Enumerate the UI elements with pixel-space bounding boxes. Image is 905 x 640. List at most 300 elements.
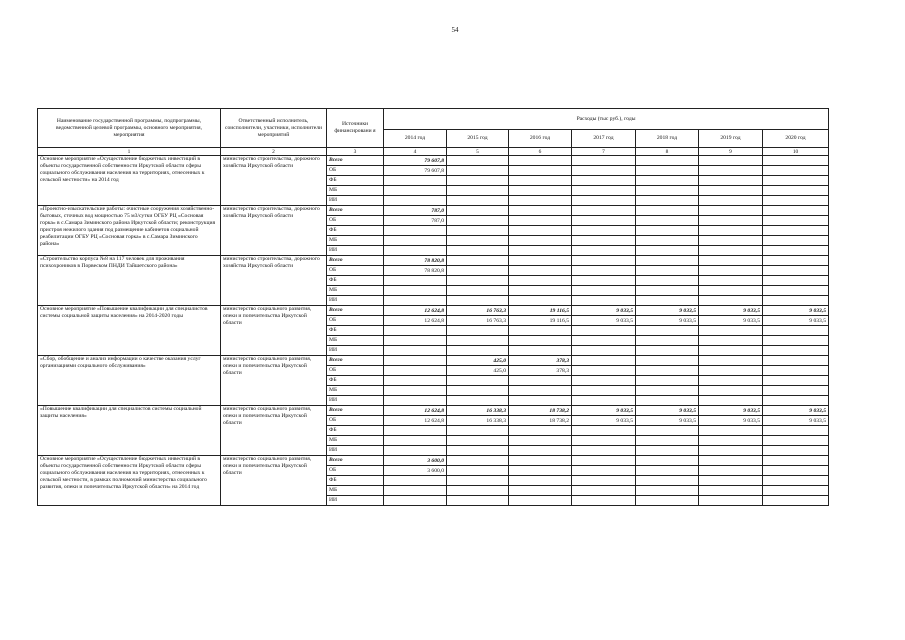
amount-cell [447,216,509,226]
amount-cell [384,176,447,186]
amount-cell [509,236,572,246]
executor-cell: министерство социального развития, опеки и попечительства Иркутской области [221,456,327,506]
amount-cell [572,436,636,446]
amount-cell [699,376,763,386]
amount-cell [699,486,763,496]
amount-cell [384,276,447,286]
amount-cell [763,236,829,246]
amount-cell [384,246,447,256]
amount-cell [636,236,699,246]
amount-cell [447,276,509,286]
activity-description: Основное мероприятие «Осуществление бюджетных инвестиций в объекты государственной собственности Иркутской области сферы социального обслуживания населения на территориях, отнесенных к сельской местности, в рамках полномочий министерства социального развития, опеки и попечительства Иркутской области» на 2014 год [38,456,221,506]
amount-cell [699,446,763,456]
amount-cell [509,476,572,486]
page-number: 54 [451,26,459,34]
amount-cell [509,246,572,256]
amount-cell [509,226,572,236]
amount-cell [509,326,572,336]
amount-cell [447,186,509,196]
amount-cell [447,166,509,176]
amount-cell [447,196,509,206]
amount-cell [572,256,636,266]
funding-source: ФБ [327,426,384,436]
funding-source: МБ [327,286,384,296]
amount-cell [384,486,447,496]
amount-cell [384,386,447,396]
amount-cell [572,206,636,216]
amount-cell [447,456,509,466]
funding-source: ИИ [327,446,384,456]
amount-cell [572,426,636,436]
amount-cell [447,486,509,496]
amount-cell [509,256,572,266]
amount-cell [636,246,699,256]
amount-cell [509,166,572,176]
amount-cell [699,436,763,446]
amount-cell: 9 033,5 [699,316,763,326]
amount-cell [636,476,699,486]
amount-cell: 378,3 [509,366,572,376]
amount-cell [763,216,829,226]
amount-cell [572,176,636,186]
amount-cell [572,196,636,206]
amount-cell: 9 033,5 [699,306,763,316]
amount-cell [572,266,636,276]
table-row [38,306,829,316]
amount-cell [763,376,829,386]
amount-cell [384,436,447,446]
amount-cell [447,376,509,386]
funding-source: МБ [327,486,384,496]
header-year: 2019 год [699,130,763,148]
amount-cell [384,226,447,236]
funding-source: Всего [327,356,384,366]
amount-cell: 78 820,8 [384,266,447,276]
amount-cell [384,186,447,196]
amount-cell [763,426,829,436]
amount-cell [763,336,829,346]
funding-source: МБ [327,236,384,246]
amount-cell: 12 624,8 [384,306,447,316]
amount-cell: 12 624,8 [384,316,447,326]
amount-cell [699,226,763,236]
amount-cell [384,496,447,506]
amount-cell [636,296,699,306]
funding-source: Всего [327,256,384,266]
amount-cell: 12 624,8 [384,406,447,416]
amount-cell [636,386,699,396]
funding-source: ИИ [327,296,384,306]
amount-cell [636,256,699,266]
amount-cell [763,296,829,306]
table-row [38,206,829,216]
amount-cell [509,286,572,296]
amount-cell [509,446,572,456]
amount-cell [509,426,572,436]
activity-description: Основное мероприятие «Осуществление бюджетных инвестиций в объекты государственной собственности Иркутской области сферы социального обслуживания населения на территориях, отнесенных к сельской местности» на 2014 год [38,156,221,206]
amount-cell [572,336,636,346]
amount-cell [636,196,699,206]
amount-cell [572,346,636,356]
amount-cell [763,226,829,236]
amount-cell: 378,3 [509,356,572,366]
amount-cell [699,366,763,376]
amount-cell: 787,0 [384,216,447,226]
amount-cell [509,486,572,496]
amount-cell [699,176,763,186]
amount-cell: 9 033,5 [763,406,829,416]
amount-cell: 78 820,8 [384,256,447,266]
amount-cell [636,226,699,236]
amount-cell [509,196,572,206]
header-expenses: Расходы (тыс руб.), годы [384,109,829,130]
amount-cell [572,226,636,236]
amount-cell [763,276,829,286]
amount-cell [447,446,509,456]
amount-cell [636,396,699,406]
activity-description: «Строительство корпуса №8 на 117 человек для проживания психохроников в Порвеском ПНДИ Тайшетского района» [38,256,221,306]
amount-cell [763,286,829,296]
amount-cell: 16 338,3 [447,416,509,426]
amount-cell [572,476,636,486]
amount-cell: 12 624,8 [384,416,447,426]
amount-cell [384,336,447,346]
amount-cell [763,356,829,366]
amount-cell [384,396,447,406]
amount-cell [384,346,447,356]
amount-cell [636,346,699,356]
amount-cell [636,276,699,286]
amount-cell [447,476,509,486]
amount-cell [699,476,763,486]
amount-cell [384,286,447,296]
header-source: Источники финансировани я [327,109,384,148]
amount-cell [447,466,509,476]
funding-source: ИИ [327,196,384,206]
amount-cell [699,356,763,366]
funding-source: ОБ [327,366,384,376]
amount-cell [509,376,572,386]
amount-cell [699,456,763,466]
amount-cell [447,256,509,266]
activity-description: «Повышение квалификации для специалистов системы социальной защиты населения» [38,406,221,456]
amount-cell [509,266,572,276]
amount-cell [572,326,636,336]
amount-cell [636,266,699,276]
amount-cell [636,326,699,336]
amount-cell [572,376,636,386]
amount-cell [447,226,509,236]
amount-cell [699,216,763,226]
amount-cell: 9 033,5 [636,306,699,316]
amount-cell [447,266,509,276]
amount-cell [572,246,636,256]
amount-cell [763,476,829,486]
funding-source: ОБ [327,166,384,176]
funding-source: ФБ [327,226,384,236]
column-number: 6 [509,148,572,156]
amount-cell [572,356,636,366]
header-year: 2016 год [509,130,572,148]
header-year: 2014 год [384,130,447,148]
amount-cell [636,496,699,506]
column-number: 1 [38,148,221,156]
column-number: 7 [572,148,636,156]
amount-cell: 9 033,5 [763,416,829,426]
amount-cell [699,246,763,256]
amount-cell [763,446,829,456]
amount-cell [699,326,763,336]
amount-cell [636,436,699,446]
amount-cell [763,196,829,206]
amount-cell [572,286,636,296]
amount-cell [572,446,636,456]
amount-cell: 9 033,5 [636,406,699,416]
amount-cell [636,216,699,226]
amount-cell [763,206,829,216]
amount-cell [384,236,447,246]
amount-cell [636,376,699,386]
funding-source: ОБ [327,466,384,476]
budget-table [37,108,829,506]
amount-cell [699,466,763,476]
amount-cell [447,436,509,446]
amount-cell: 18 738,2 [509,416,572,426]
amount-cell: 9 033,5 [636,416,699,426]
amount-cell [509,216,572,226]
amount-cell [699,166,763,176]
column-number: 5 [447,148,509,156]
amount-cell [699,296,763,306]
amount-cell [384,446,447,456]
executor-cell: министерство строительства, дорожного хозяйства Иркутской области [221,256,327,306]
table-row [38,456,829,466]
amount-cell [699,196,763,206]
amount-cell: 9 033,5 [763,306,829,316]
amount-cell [572,216,636,226]
amount-cell [447,326,509,336]
funding-source: ИИ [327,496,384,506]
amount-cell [509,456,572,466]
amount-cell [447,156,509,166]
amount-cell [699,276,763,286]
column-number: 3 [327,148,384,156]
amount-cell [384,356,447,366]
funding-source: ОБ [327,266,384,276]
amount-cell [509,346,572,356]
amount-cell: 79 607,8 [384,156,447,166]
funding-source: МБ [327,386,384,396]
amount-cell [699,496,763,506]
amount-cell [763,266,829,276]
amount-cell: 9 033,5 [572,306,636,316]
amount-cell [636,356,699,366]
funding-source: ИИ [327,246,384,256]
amount-cell [636,286,699,296]
amount-cell [447,246,509,256]
funding-source: ФБ [327,376,384,386]
amount-cell [636,336,699,346]
activity-description: «Сбор, обобщение и анализ информации о качестве оказания услуг организациями социального обслуживания» [38,356,221,406]
amount-cell: 9 033,5 [699,416,763,426]
amount-cell [384,326,447,336]
amount-cell [572,386,636,396]
amount-cell [447,236,509,246]
amount-cell [509,296,572,306]
amount-cell [763,496,829,506]
funding-source: ФБ [327,276,384,286]
amount-cell [572,296,636,306]
funding-source: ИИ [327,396,384,406]
executor-cell: министерство социального развития, опеки и попечительства Иркутской области [221,406,327,456]
amount-cell [763,246,829,256]
amount-cell: 18 738,2 [509,406,572,416]
amount-cell [384,366,447,376]
amount-cell: 16 763,3 [447,316,509,326]
amount-cell [447,496,509,506]
amount-cell [636,366,699,376]
amount-cell [572,366,636,376]
amount-cell [699,266,763,276]
amount-cell [763,396,829,406]
amount-cell [384,476,447,486]
amount-cell [763,176,829,186]
amount-cell [699,286,763,296]
amount-cell [636,176,699,186]
amount-cell [384,196,447,206]
amount-cell [447,176,509,186]
column-number: 10 [763,148,829,156]
funding-source: МБ [327,186,384,196]
amount-cell [699,186,763,196]
amount-cell [384,426,447,436]
activity-description: Основное мероприятие «Повышение квалификации для специалистов системы социальной защиты населения» на 2014-2020 годы [38,306,221,356]
amount-cell [636,426,699,436]
amount-cell: 3 600,0 [384,466,447,476]
amount-cell [699,256,763,266]
amount-cell [447,286,509,296]
funding-source: ОБ [327,216,384,226]
funding-source: ИИ [327,346,384,356]
amount-cell [763,436,829,446]
funding-source: ОБ [327,316,384,326]
table-row [38,256,829,266]
amount-cell [572,166,636,176]
amount-cell [572,466,636,476]
amount-cell [699,396,763,406]
amount-cell [509,186,572,196]
amount-cell [636,206,699,216]
funding-source: ФБ [327,326,384,336]
amount-cell [509,496,572,506]
amount-cell [509,276,572,286]
amount-cell [509,206,572,216]
amount-cell [572,396,636,406]
amount-cell [763,326,829,336]
amount-cell: 3 600,0 [384,456,447,466]
amount-cell [763,386,829,396]
amount-cell [636,446,699,456]
column-number: 2 [221,148,327,156]
amount-cell: 9 033,5 [636,316,699,326]
activity-description: «Проектно-изыскательские работы: очистные сооружения хозяйственно-бытовых, сточных вод мощностью 75 м3/сутки ОГБУ РЦ «Сосновая горка» в с.Самара Зиминского района Иркутской области; реконструкция пристроя нежилого здания под размещение кабинетов социальной реабилитации ОГБУ РЦ «Сосновая горка» в с.Самара Зиминского района» [38,206,221,256]
amount-cell [447,206,509,216]
amount-cell [699,156,763,166]
amount-cell [763,466,829,476]
amount-cell [509,336,572,346]
amount-cell [763,346,829,356]
amount-cell: 9 033,5 [699,406,763,416]
amount-cell [636,486,699,496]
amount-cell [636,456,699,466]
amount-cell [763,456,829,466]
amount-cell [636,166,699,176]
amount-cell [572,156,636,166]
amount-cell [636,186,699,196]
amount-cell: 9 033,5 [763,316,829,326]
amount-cell: 9 033,5 [572,316,636,326]
amount-cell [509,466,572,476]
amount-cell [763,166,829,176]
amount-cell [384,296,447,306]
amount-cell [447,346,509,356]
amount-cell: 19 116,5 [509,316,572,326]
header-year: 2017 год [572,130,636,148]
executor-cell: министерство строительства, дорожного хозяйства Иркутской области [221,206,327,256]
amount-cell [384,376,447,386]
funding-source: ОБ [327,416,384,426]
executor-cell: министерство социального развития, опеки и попечительства Иркутской области [221,356,327,406]
amount-cell [699,206,763,216]
funding-source: Всего [327,456,384,466]
funding-source: Всего [327,306,384,316]
header-executor: Ответственный исполнитель, соисполнители, участники, исполнители мероприятий [221,109,327,148]
amount-cell [636,156,699,166]
amount-cell [447,296,509,306]
amount-cell: 425,0 [447,356,509,366]
header-year: 2015 год [447,130,509,148]
amount-cell: 19 116,5 [509,306,572,316]
amount-cell [447,336,509,346]
amount-cell [447,386,509,396]
amount-cell: 425,0 [447,366,509,376]
header-program: Наименование государственной программы, подпрограммы, ведомственной целевой программы, основного мероприятия, мероприятия [38,109,221,148]
amount-cell [763,366,829,376]
amount-cell [447,396,509,406]
amount-cell [572,456,636,466]
amount-cell: 16 338,3 [447,406,509,416]
amount-cell [509,156,572,166]
amount-cell [699,346,763,356]
funding-source: Всего [327,206,384,216]
header-year: 2018 год [636,130,699,148]
funding-source: ФБ [327,176,384,186]
table-row [38,406,829,416]
amount-cell [509,176,572,186]
amount-cell [447,426,509,436]
funding-source: ФБ [327,476,384,486]
table-row [38,356,829,366]
executor-cell: министерство социального развития, опеки и попечительства Иркутской области [221,306,327,356]
header-year: 2020 год [763,130,829,148]
amount-cell: 787,0 [384,206,447,216]
table-row [38,156,829,166]
amount-cell: 9 033,5 [572,416,636,426]
column-number: 9 [699,148,763,156]
amount-cell: 16 763,3 [447,306,509,316]
amount-cell [763,256,829,266]
funding-source: Всего [327,156,384,166]
